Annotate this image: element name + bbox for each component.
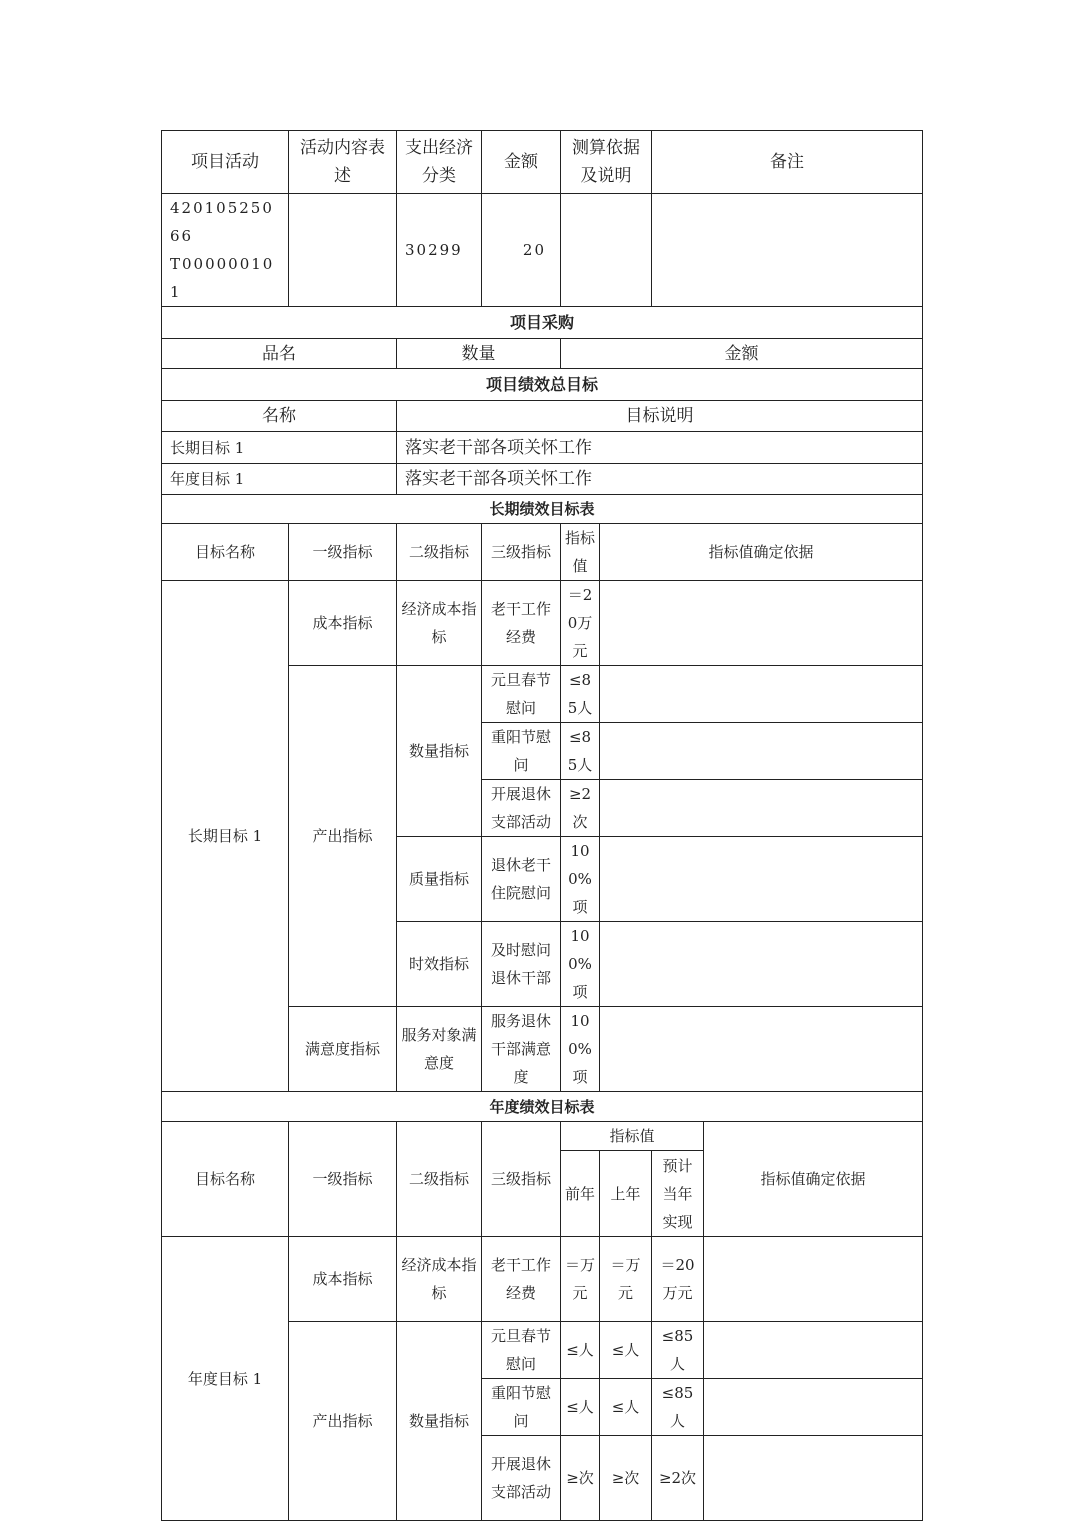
lt-level3: 退休老干住院慰问 [482, 837, 561, 922]
an-header-level1: 一级指标 [289, 1122, 397, 1237]
an-prev2: ≥次 [561, 1436, 600, 1521]
an-prev1: ≤人 [600, 1379, 652, 1436]
lt-level2-econ-cost: 经济成本指标 [397, 581, 482, 666]
lt-value: ＝20万元 [561, 581, 600, 666]
total-goal-name: 年度目标 1 [162, 464, 397, 495]
total-goal-title: 项目绩效总目标 [162, 369, 923, 401]
lt-basis [600, 922, 923, 1007]
an-basis [704, 1237, 923, 1322]
lt-value: 100%项 [561, 1007, 600, 1092]
total-goal-header-desc: 目标说明 [397, 401, 923, 432]
total-goal-name: 长期目标 1 [162, 432, 397, 464]
activity-amount: 20 [482, 194, 561, 307]
activity-code-line2: T000000101 [170, 255, 275, 301]
an-level3: 老干工作经费 [482, 1237, 561, 1322]
an-header-level2: 二级指标 [397, 1122, 482, 1237]
lt-goal-name: 长期目标 1 [162, 581, 289, 1092]
an-current: ≥2次 [652, 1436, 704, 1521]
lt-level1-cost: 成本指标 [289, 581, 397, 666]
lt-value: ≤85人 [561, 723, 600, 780]
lt-header-value: 指标值 [561, 524, 600, 581]
an-prev2: ≤人 [561, 1379, 600, 1436]
lt-row [162, 581, 923, 666]
lt-basis [600, 666, 923, 723]
header-econ-class: 支出经济分类 [397, 131, 482, 194]
lt-level3: 元旦春节慰问 [482, 666, 561, 723]
an-header-basis: 指标值确定依据 [704, 1122, 923, 1237]
an-header-prev2: 前年 [561, 1151, 600, 1237]
total-goal-desc: 落实老干部各项关怀工作 [397, 432, 923, 464]
an-header-value: 指标值 [561, 1122, 704, 1151]
activity-code [162, 194, 289, 307]
an-prev2: ≤人 [561, 1322, 600, 1379]
an-basis [704, 1322, 923, 1379]
lt-header-basis: 指标值确定依据 [600, 524, 923, 581]
an-prev1: ≤人 [600, 1322, 652, 1379]
lt-level3: 老干工作经费 [482, 581, 561, 666]
procurement-quantity: 数量 [397, 339, 561, 369]
an-current: ＝20万元 [652, 1237, 704, 1322]
budget-performance-table [161, 130, 923, 1521]
total-goal-row [162, 464, 923, 495]
lt-value: 100%项 [561, 837, 600, 922]
lt-level2-quality: 质量指标 [397, 837, 482, 922]
lt-level3: 重阳节慰问 [482, 723, 561, 780]
lt-level3: 服务退休干部满意度 [482, 1007, 561, 1092]
lt-level2-timeliness: 时效指标 [397, 922, 482, 1007]
header-basis: 测算依据及说明 [561, 131, 652, 194]
lt-basis [600, 581, 923, 666]
annual-title: 年度绩效目标表 [162, 1092, 923, 1122]
header-activity: 项目活动 [162, 131, 289, 194]
lt-header-goal: 目标名称 [162, 524, 289, 581]
total-goal-header-row [162, 401, 923, 432]
activity-econ-class: 30299 [397, 194, 482, 307]
lt-header-level1: 一级指标 [289, 524, 397, 581]
an-basis [704, 1379, 923, 1436]
procurement-title: 项目采购 [162, 307, 923, 339]
lt-value: ≥2次 [561, 780, 600, 837]
lt-level1-satisfaction: 满意度指标 [289, 1007, 397, 1092]
lt-level3: 及时慰问退休干部 [482, 922, 561, 1007]
procurement-item-name: 品名 [162, 339, 397, 369]
header-amount: 金额 [482, 131, 561, 194]
an-level3: 重阳节慰问 [482, 1379, 561, 1436]
activity-basis [561, 194, 652, 307]
an-header-prev1: 上年 [600, 1151, 652, 1237]
an-level2-quantity: 数量指标 [397, 1322, 482, 1521]
activity-row [162, 194, 923, 307]
an-prev2: ＝万元 [561, 1237, 600, 1322]
activity-content [289, 194, 397, 307]
procurement-amount: 金额 [561, 339, 923, 369]
an-row [162, 1237, 923, 1322]
an-basis [704, 1436, 923, 1521]
header-note: 备注 [652, 131, 923, 194]
an-header-current: 预计当年实现 [652, 1151, 704, 1237]
activity-header-row [162, 131, 923, 194]
lt-level2-quantity: 数量指标 [397, 666, 482, 837]
an-prev1: ＝万元 [600, 1237, 652, 1322]
lt-header-level3: 三级指标 [482, 524, 561, 581]
an-level1-cost: 成本指标 [289, 1237, 397, 1322]
lt-value: 100%项 [561, 922, 600, 1007]
lt-value: ≤85人 [561, 666, 600, 723]
lt-basis [600, 723, 923, 780]
lt-basis [600, 837, 923, 922]
an-level3: 元旦春节慰问 [482, 1322, 561, 1379]
lt-basis [600, 1007, 923, 1092]
total-goal-row [162, 432, 923, 464]
an-level2-econ-cost: 经济成本指标 [397, 1237, 482, 1322]
long-term-title: 长期绩效目标表 [162, 495, 923, 524]
lt-level3: 开展退休支部活动 [482, 780, 561, 837]
an-header-goal: 目标名称 [162, 1122, 289, 1237]
an-header-level3: 三级指标 [482, 1122, 561, 1237]
long-term-header-row [162, 524, 923, 581]
an-level3: 开展退休支部活动 [482, 1436, 561, 1521]
lt-level1-output: 产出指标 [289, 666, 397, 1007]
lt-level2-service: 服务对象满意度 [397, 1007, 482, 1092]
total-goal-desc: 落实老干部各项关怀工作 [397, 464, 923, 495]
lt-basis [600, 780, 923, 837]
annual-header-row [162, 1122, 923, 1151]
lt-header-level2: 二级指标 [397, 524, 482, 581]
an-goal-name: 年度目标 1 [162, 1237, 289, 1521]
an-level1-output: 产出指标 [289, 1322, 397, 1521]
header-content: 活动内容表述 [289, 131, 397, 194]
activity-note [652, 194, 923, 307]
total-goal-header-name: 名称 [162, 401, 397, 432]
procurement-header-row [162, 339, 923, 369]
activity-code-line1: 42010525066 [170, 199, 274, 245]
an-current: ≤85人 [652, 1322, 704, 1379]
an-prev1: ≥次 [600, 1436, 652, 1521]
an-current: ≤85人 [652, 1379, 704, 1436]
